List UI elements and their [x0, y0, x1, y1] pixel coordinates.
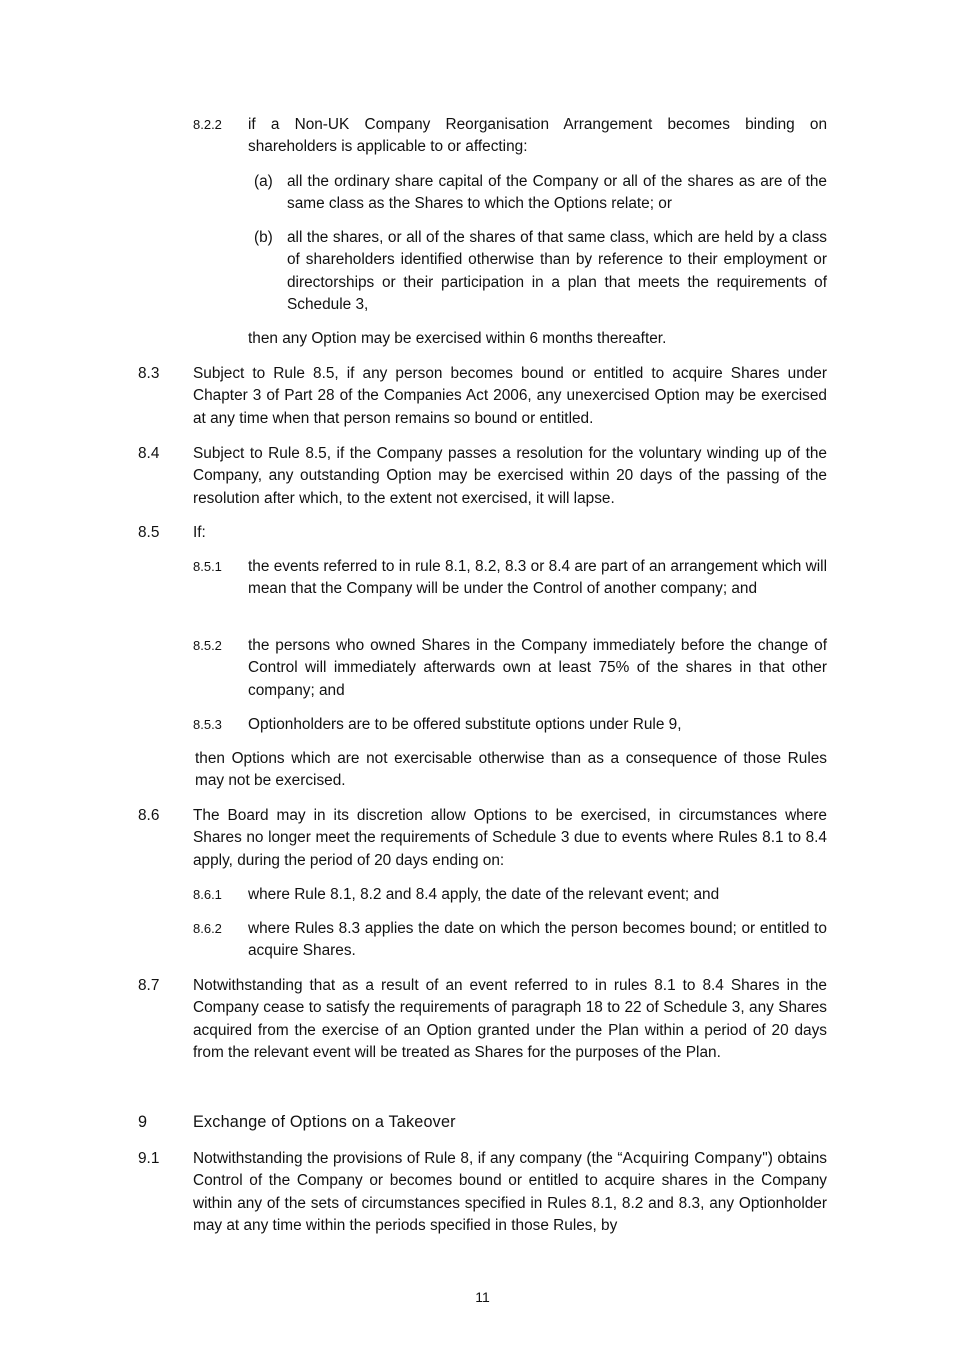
clause-number: 8.6.2 [193, 921, 222, 936]
clause-text: If: [193, 524, 206, 541]
clause-text-part: Notwithstanding the provisions of Rule 8, if any company (the “ [193, 1150, 623, 1167]
clause-number: 8.5.1 [193, 559, 222, 574]
clause-number: 8.6 [138, 807, 160, 824]
clause-text: the persons who owned Shares in the Company immediately before the change of Control will immediately afterwards own at least 75% of the shares in that other company; and [248, 637, 827, 699]
clause-number: 8.5 [138, 524, 160, 541]
clause-tail: then Options which are not exercisable otherwise than as a consequence of those Rules may not be exercised. [195, 750, 827, 790]
clause-text: if a Non-UK Company Reorganisation Arrangement becomes binding on shareholders is applicable to or affecting: [248, 116, 827, 156]
sub-item-label: (b) [254, 229, 273, 246]
clause-number: 8.7 [138, 977, 160, 994]
sub-item-text: all the shares, or all of the shares of that same class, which are held by a class of shareholders identified otherwise than by reference to their employment or directorships or their participation in a plan that meets the requirements of Schedule 3, [287, 229, 827, 314]
clause-text: the events referred to in rule 8.1, 8.2, 8.3 or 8.4 are part of an arrangement which will mean that the Company will be under the Control of another company; and [248, 558, 827, 598]
clause-text: where Rule 8.1, 8.2 and 8.4 apply, the date of the relevant event; and [248, 886, 720, 903]
sub-item-text: all the ordinary share capital of the Company or all of the shares as are of the same class as the Shares to which the Options relate; or [287, 173, 827, 213]
clause-text: where Rules 8.3 applies the date on which the person becomes bound; or entitled to acquire Shares. [248, 920, 827, 960]
clause-text: Subject to Rule 8.5, if any person becomes bound or entitled to acquire Shares under Chapter 3 of Part 28 of the Companies Act 2006, any unexercised Option may be exercised at any time when that person remains so bound or entitled. [193, 365, 827, 427]
section-number: 9 [138, 1113, 148, 1131]
sub-item-label: (a) [254, 173, 273, 190]
clause-text: Notwithstanding that as a result of an event referred to in rules 8.1 to 8.4 Shares in the Company cease to satisfy the requirements of paragraph 18 to 22 of Schedule 3, any Shares acquired from the exercise of an Option granted under the Plan within a period of 20 days from the relevant event will be treated as Shares for the purposes of the Plan. [193, 977, 827, 1062]
clause-tail: then any Option may be exercised within 6 months thereafter. [248, 330, 667, 347]
clause-number: 8.2.2 [193, 117, 222, 132]
clause-text: The Board may in its discretion allow Options to be exercised, in circumstances where Shares no longer meet the requirements of Schedule 3 due to events where Rules 8.1 to 8.4 apply, during the period of 20 days ending on: [193, 807, 827, 869]
section-title: Exchange of Options on a Takeover [193, 1113, 456, 1131]
clause-number: 8.5.3 [193, 717, 222, 732]
clause-number: 8.3 [138, 365, 160, 382]
clause-number: 8.5.2 [193, 638, 222, 653]
clause-text-part: ") obtains Control of the Company or becomes bound or entitled to acquire shares in the Company within any of the sets of circumstances specified in Rules 8.1, 8.2 and 8.3, any Optionholder may at any time within the periods specified in those Rules, by [193, 1150, 827, 1235]
page-number: 11 [475, 1289, 490, 1305]
clause-number: 8.4 [138, 445, 160, 462]
clause-text: Subject to Rule 8.5, if the Company passes a resolution for the voluntary winding up of the Company, any outstanding Option may be exercised within 20 days of the passing of the resolution after which, to the extent not exercised, it will lapse. [193, 445, 827, 507]
clause-number: 8.6.1 [193, 887, 222, 902]
clause-text: Optionholders are to be offered substitute options under Rule 9, [248, 716, 682, 733]
defined-term: Acquiring Company [622, 1150, 763, 1167]
clause-text [193, 1148, 827, 1238]
clause-number: 9.1 [138, 1150, 160, 1167]
